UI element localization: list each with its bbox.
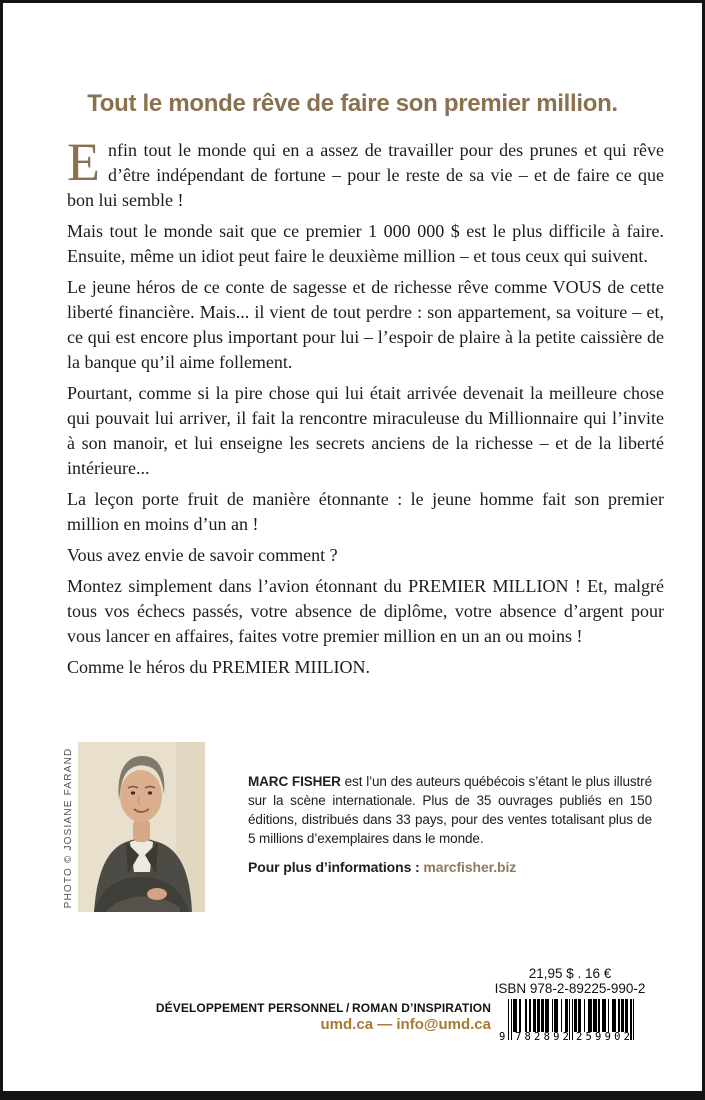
synopsis-paragraph [67, 132, 664, 213]
publisher-block [100, 1001, 491, 1033]
price-isbn-block [470, 966, 670, 996]
paragraph-text: nfin tout le monde qui en a assez de travailler pour des prunes et qui rêve d’être indépendant de fortune – pour le reste de sa vie – et de faire ce que bon lui semble ! [67, 140, 664, 210]
synopsis-paragraph: Vous avez envie de savoir comment ? [67, 545, 338, 565]
ean13-barcode [499, 999, 636, 1045]
synopsis-paragraph: Pourtant, comme si la pire chose qui lui était arrivée devenait la meilleure chose qui pouvait lui arriver, il fait la rencontre miraculeuse du Millionnaire qui l’invite à son manoir, et lui enseigne les secrets anciens de la richesse – et de la liberté intérieure... [67, 383, 664, 478]
author-section [58, 742, 664, 914]
bottom-black-bar [0, 1091, 705, 1100]
drop-cap: E [67, 132, 100, 192]
info-label: Pour plus d’informations : [248, 859, 424, 875]
price: 21,95 $ . 16 € [528, 966, 612, 981]
author-photo [78, 742, 205, 912]
cover-headline: Tout le monde rêve de faire son premier million. [87, 90, 618, 118]
author-bio-text: est l’un des auteurs québécois s’étant le plus illustré sur la scène internationale. Plus de 35 ouvrages publiés en 150 éditions, distribués dans 33 pays, pour des ventes totalisant plus de 5 millions d’exemplaires dans le monde. [248, 774, 652, 846]
publisher-contact: umd.ca — info@umd.ca [320, 1016, 491, 1033]
synopsis-paragraph: Comme le héros du PREMIER MIILION. [67, 657, 370, 677]
barcode-digits-right: 259902 [576, 1031, 634, 1043]
synopsis-paragraph: Montez simplement dans l’avion étonnant du PREMIER MILLION ! Et, malgré tous vos échecs passés, votre absence de diplôme, votre absence d’argent pour vous lancer en affaires, faites votre premier million en un an ou moins ! [67, 576, 664, 646]
author-bio [248, 772, 652, 891]
author-name: MARC FISHER [248, 774, 341, 789]
isbn: ISBN 978-2-89225-990-2 [494, 981, 646, 996]
synopsis-paragraph: Mais tout le monde sait que ce premier 1 000 000 $ est le plus difficile à faire. Ensuite, même un idiot peut faire le deuxième million – et tous ceux qui suivent. [67, 221, 664, 266]
author-info-line [248, 858, 652, 877]
author-bio-paragraph [248, 772, 652, 848]
category-line: DÉVELOPPEMENT PERSONNEL / ROMAN D’INSPIRATION [155, 1001, 491, 1015]
photo-credit: PHOTO © JOSIANE FARAND [63, 747, 74, 909]
barcode-digits-left: 782892 [515, 1031, 573, 1043]
author-website: marcfisher.biz [423, 859, 517, 875]
author-portrait-illustration [78, 742, 205, 912]
synopsis-text [67, 132, 664, 686]
synopsis-paragraph: La leçon porte fruit de manière étonnante : le jeune homme fait son premier million en moins d’un an ! [67, 489, 664, 534]
synopsis-paragraph: Le jeune héros de ce conte de sagesse et de richesse rêve comme VOUS de cette liberté financière. Mais... il vient de tout perdre : son appartement, sa voiture – et, ce qui est encore plus important pour lui – l’espoir de plaire à la petite caissière de la banque qu’il aime follement. [67, 277, 664, 372]
barcode-digit-prefix: 9 [499, 1031, 506, 1043]
barcode-digits [499, 1030, 636, 1043]
